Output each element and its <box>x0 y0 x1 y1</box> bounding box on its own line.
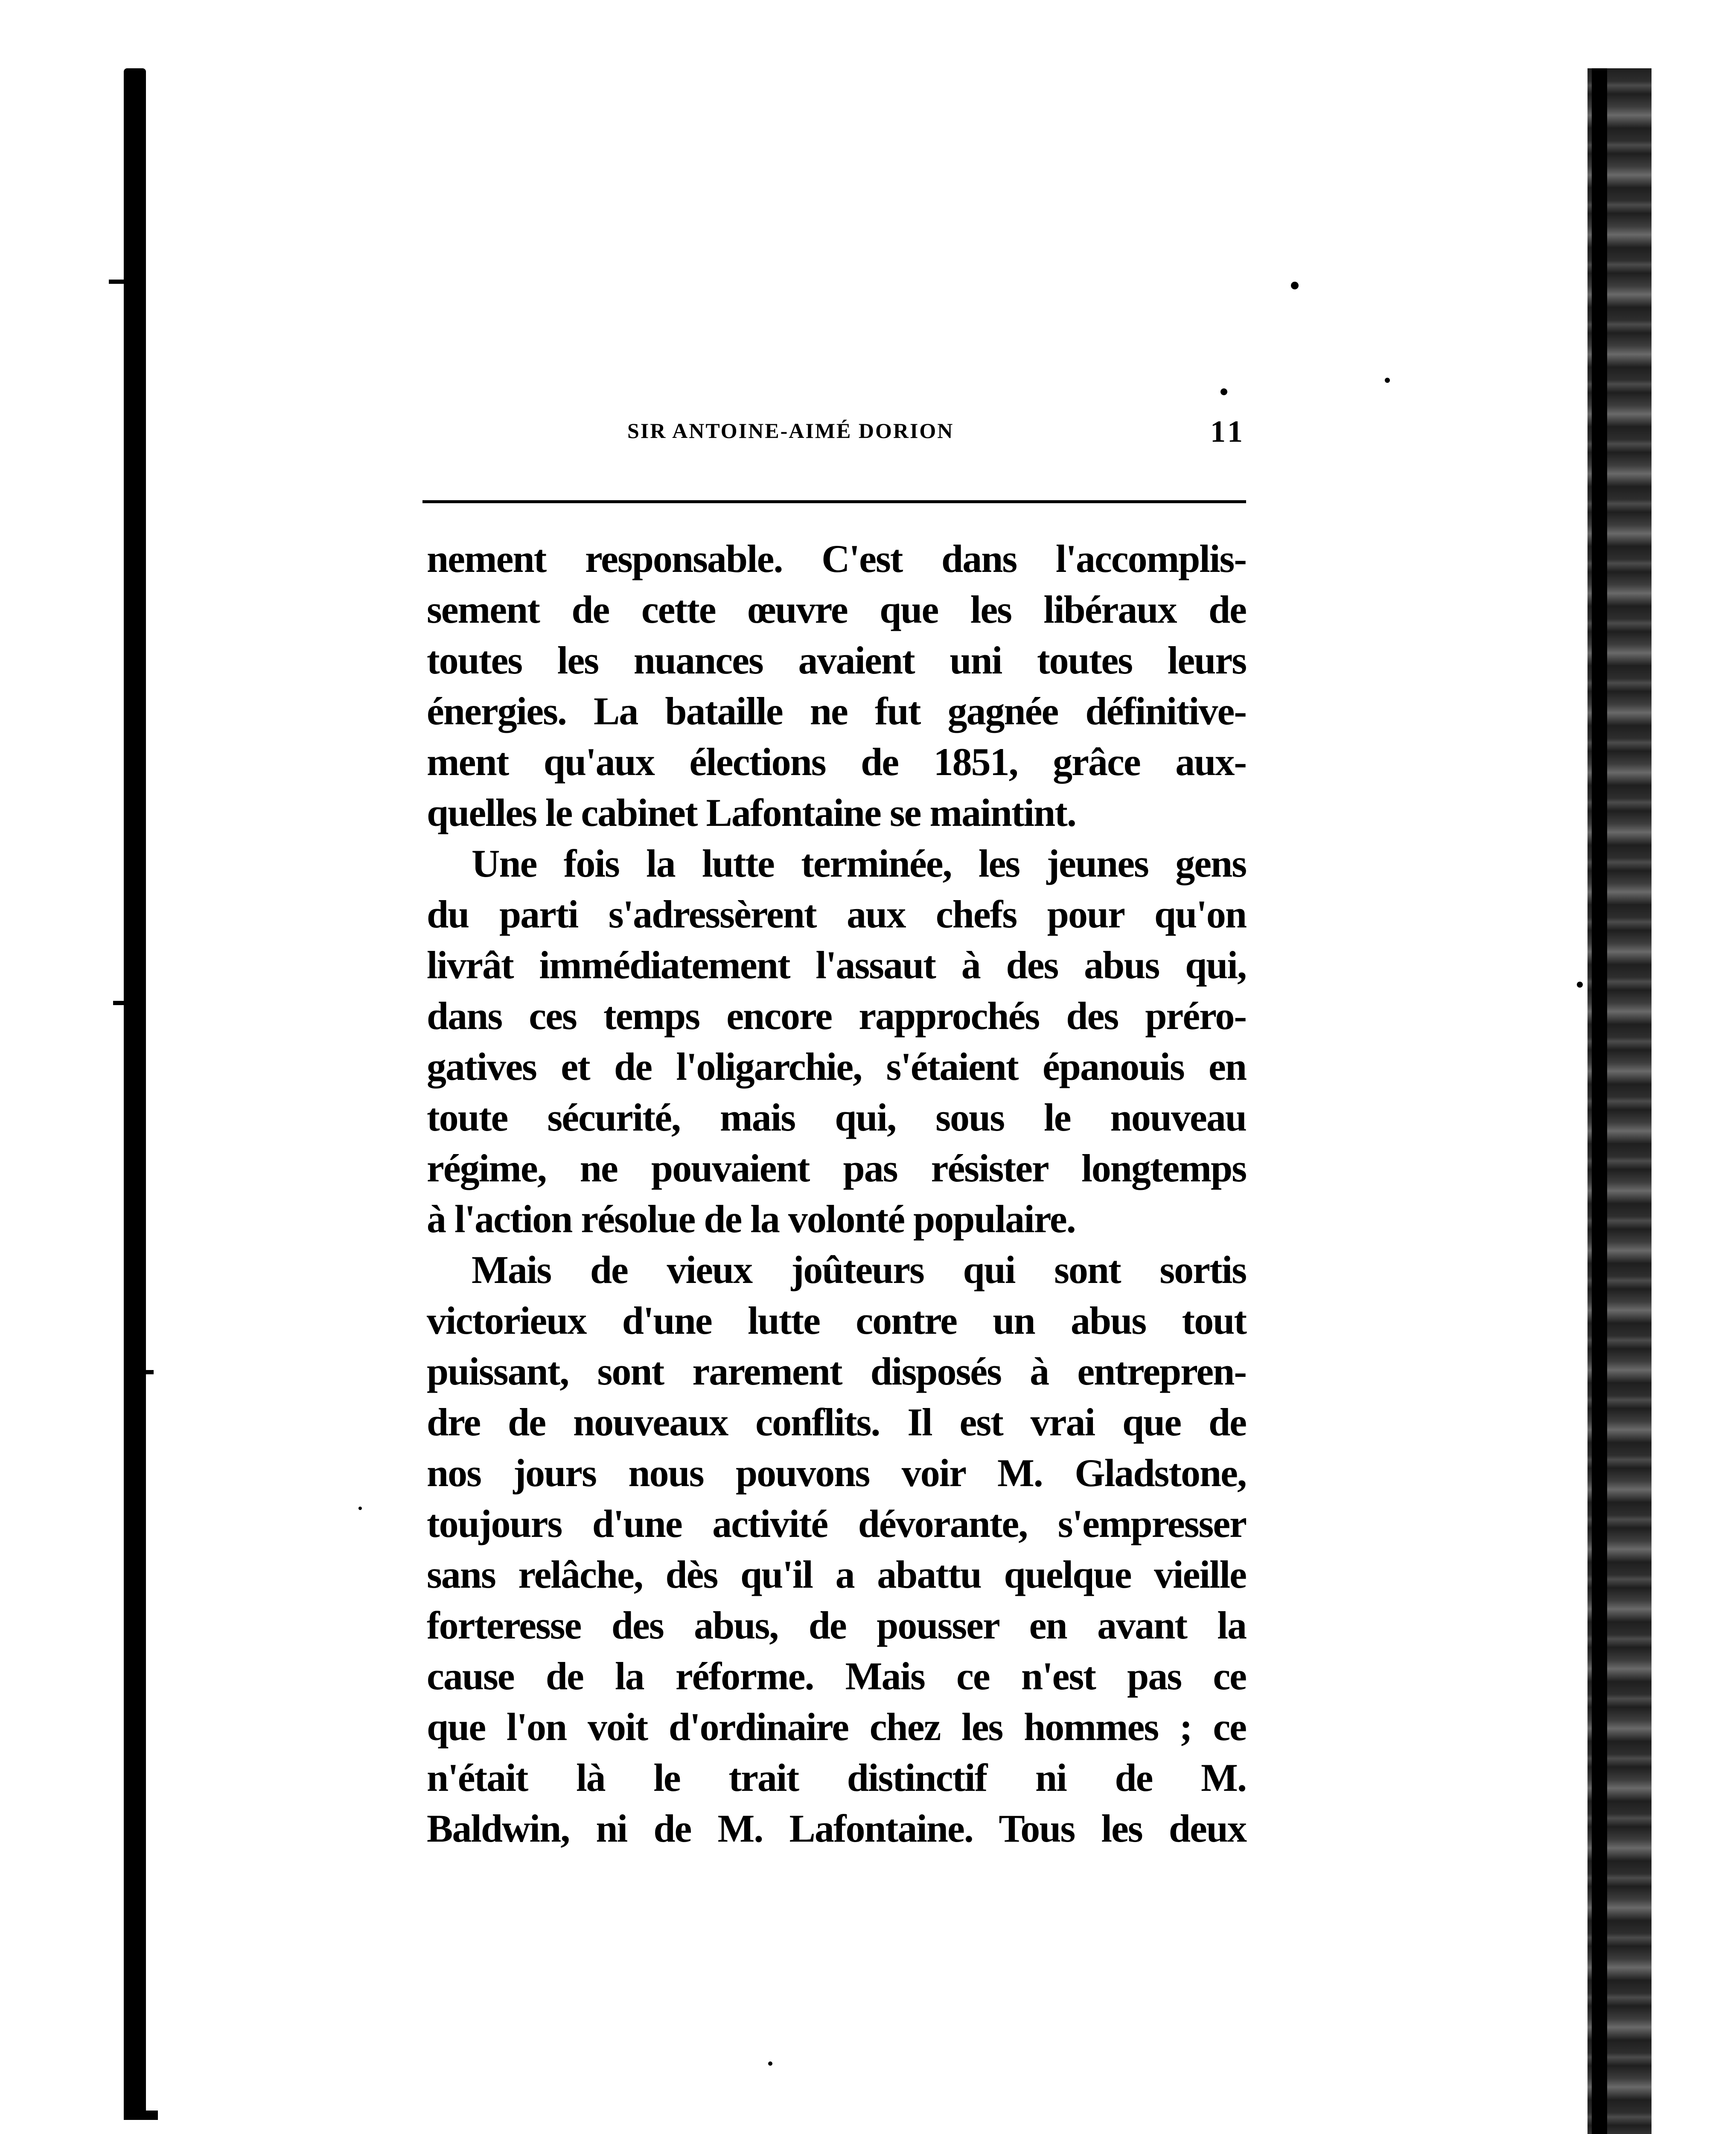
text-line: sement de cette œuvre que les libéraux de <box>427 588 1246 631</box>
text-line: que l'on voit d'ordinaire chez les hommes ; ce <box>427 1705 1246 1749</box>
text-line: énergies. La bataille ne fut gagnée définitive- <box>427 689 1246 733</box>
text-line: dre de nouveaux conflits. Il est vrai que de <box>427 1400 1246 1444</box>
page-number: 11 <box>1210 414 1246 449</box>
scan-speck <box>1385 378 1390 383</box>
body-text <box>427 534 1246 1854</box>
text-line: ment qu'aux élections de 1851, grâce aux- <box>427 740 1246 784</box>
scan-speck <box>1577 982 1583 988</box>
text-line: Une fois la lutte terminée, les jeunes gens <box>472 842 1246 885</box>
header-rule <box>422 500 1246 503</box>
text-line: livrât immédiatement l'assaut à des abus qui, <box>427 943 1246 987</box>
text-line: Baldwin, ni de M. Lafontaine. Tous les deux <box>427 1807 1246 1850</box>
text-line: toute sécurité, mais qui, sous le nouveau <box>427 1096 1246 1139</box>
text-line: puissant, sont rarement disposés à entrepren- <box>427 1350 1246 1393</box>
text-line: nos jours nous pouvons voir M. Gladstone, <box>427 1451 1246 1495</box>
left-edge-tick <box>109 280 128 284</box>
scan-speck <box>768 2061 772 2066</box>
left-edge-tick <box>128 1773 141 1778</box>
running-head <box>427 414 1246 452</box>
scan-speck <box>1220 388 1227 395</box>
text-line: cause de la réforme. Mais ce n'est pas ce <box>427 1654 1246 1698</box>
text-line: nement responsable. C'est dans l'accomplis- <box>427 537 1246 580</box>
left-scan-edge <box>124 68 146 2117</box>
text-line: n'était là le trait distinctif ni de M. <box>427 1756 1246 1799</box>
text-line: sans relâche, dès qu'il a abattu quelque vieille <box>427 1553 1246 1596</box>
left-edge-tick <box>139 1370 154 1374</box>
running-title: SIR ANTOINE-AIMÉ DORION <box>627 419 954 443</box>
text-line: quelles le cabinet Lafontaine se maintint. <box>427 791 1076 834</box>
right-scan-edge-inner <box>1592 68 1607 2134</box>
text-line: du parti s'adressèrent aux chefs pour qu'on <box>427 892 1246 936</box>
text-line: dans ces temps encore rapprochés des préro- <box>427 994 1246 1038</box>
text-line: victorieux d'une lutte contre un abus tout <box>427 1299 1246 1342</box>
scan-speck <box>1291 282 1299 289</box>
text-line: régime, ne pouvaient pas résister longtemps <box>427 1146 1246 1190</box>
text-line: toutes les nuances avaient uni toutes leurs <box>427 638 1246 682</box>
text-line: forteresse des abus, de pousser en avant la <box>427 1603 1246 1647</box>
text-line: Mais de vieux joûteurs qui sont sortis <box>472 1248 1246 1291</box>
left-edge-tick <box>113 1001 128 1005</box>
left-edge-tick <box>124 2111 158 2120</box>
text-line: toujours d'une activité dévorante, s'empresser <box>427 1502 1246 1545</box>
text-line: gatives et de l'oligarchie, s'étaient épanouis en <box>427 1045 1246 1088</box>
scan-speck <box>358 1507 362 1510</box>
text-line: à l'action résolue de la volonté populaire. <box>427 1197 1075 1241</box>
